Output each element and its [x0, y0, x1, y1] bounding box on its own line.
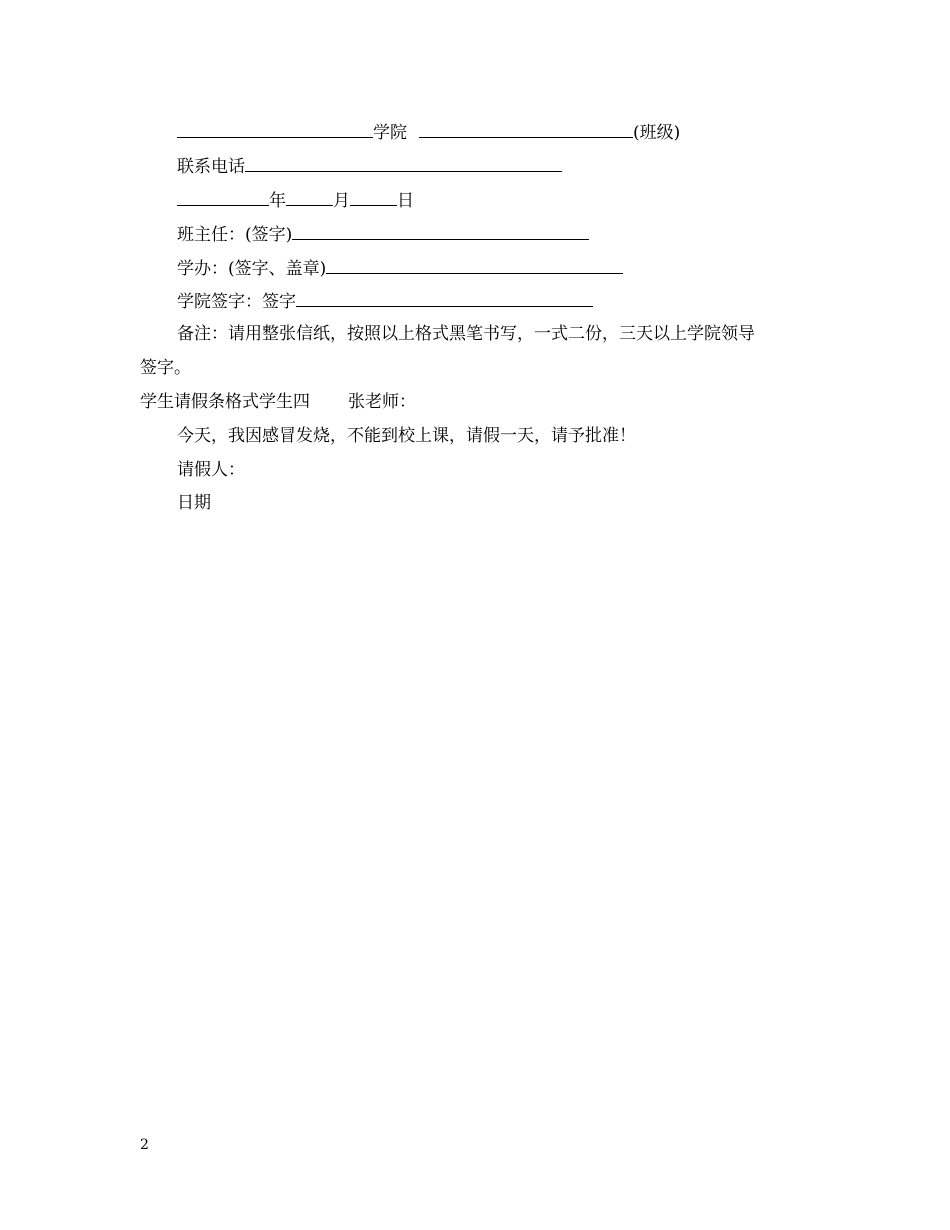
student-office-line: [177, 257, 623, 279]
college-label: 学院: [373, 123, 407, 143]
class-blank: [419, 121, 633, 138]
head-teacher-blank: [292, 223, 589, 240]
note-line-1: 备注：请用整张信纸，按照以上格式黑笔书写，一式二份，三天以上学院领导: [177, 324, 755, 344]
phone-label: 联系电话: [177, 157, 245, 177]
day-blank: [350, 189, 397, 206]
salutation: 张老师：: [348, 392, 416, 412]
note-line-2: 签字。: [140, 358, 191, 378]
applicant-label: 请假人：: [177, 460, 245, 480]
college-class-line: [177, 121, 680, 143]
phone-line: [177, 155, 562, 177]
day-label: 日: [397, 191, 414, 211]
class-label: (班级): [633, 123, 681, 143]
college-sign-line: [177, 290, 593, 312]
page-number: 2: [140, 1137, 149, 1153]
college-sign-blank: [296, 290, 593, 307]
college-blank: [177, 121, 373, 138]
date-line: [177, 189, 414, 211]
head-teacher-line: [177, 223, 589, 245]
college-sign-label: 学院签字：签字: [177, 292, 296, 312]
date-label: 日期: [177, 493, 211, 513]
student-office-label: 学办：(签字、盖章): [177, 259, 327, 279]
head-teacher-label: 班主任：(签字): [177, 225, 293, 245]
student-office-blank: [326, 257, 623, 274]
leave-body: 今天，我因感冒发烧，不能到校上课，请假一天，请予批准！: [177, 426, 636, 446]
year-blank: [177, 189, 269, 206]
month-blank: [286, 189, 333, 206]
month-label: 月: [333, 191, 350, 211]
year-label: 年: [269, 191, 286, 211]
phone-blank: [245, 155, 562, 172]
example-heading-line: [140, 392, 416, 412]
example-heading: 学生请假条格式学生四: [140, 392, 310, 412]
